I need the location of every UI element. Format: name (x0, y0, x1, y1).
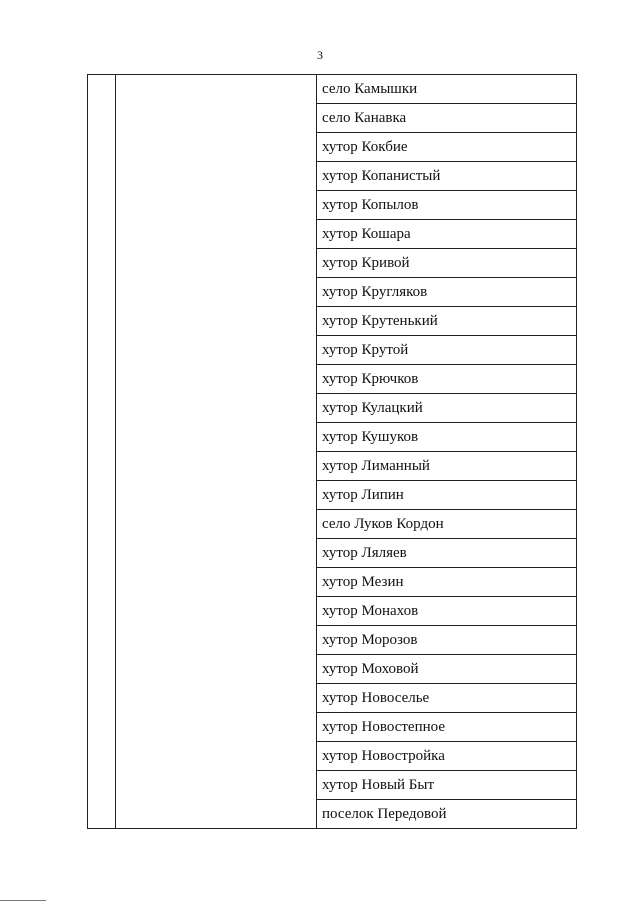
table-row: село Камышки (317, 75, 576, 104)
table-row: хутор Новостройка (317, 742, 576, 771)
settlements-table (87, 74, 577, 829)
page-number: 3 (317, 48, 323, 62)
table-row: хутор Ляляев (317, 539, 576, 568)
table-row: хутор Крутенький (317, 307, 576, 336)
footer-rule (0, 900, 46, 901)
table-row: хутор Крючков (317, 365, 576, 394)
settlement-list (317, 75, 576, 828)
table-row: хутор Морозов (317, 626, 576, 655)
table-row: хутор Кривой (317, 249, 576, 278)
table-row: село Луков Кордон (317, 510, 576, 539)
table-row: хутор Кругляков (317, 278, 576, 307)
table-row: хутор Крутой (317, 336, 576, 365)
district-column (116, 75, 317, 828)
table-row: хутор Новоселье (317, 684, 576, 713)
table-row: хутор Мезин (317, 568, 576, 597)
table-row: хутор Копанистый (317, 162, 576, 191)
table-row: хутор Новостепное (317, 713, 576, 742)
table-row: хутор Липин (317, 481, 576, 510)
table-row: хутор Копылов (317, 191, 576, 220)
table-row: хутор Моховой (317, 655, 576, 684)
table-row: хутор Лиманный (317, 452, 576, 481)
table-row: поселок Передовой (322, 806, 447, 822)
table-row: хутор Монахов (317, 597, 576, 626)
table-row: хутор Новый Быт (317, 771, 576, 800)
table-row: хутор Кулацкий (317, 394, 576, 423)
table-row: хутор Кокбие (317, 133, 576, 162)
table-row: хутор Кошара (317, 220, 576, 249)
table-row: хутор Кушуков (317, 423, 576, 452)
table-row: село Канавка (317, 104, 576, 133)
index-column (88, 75, 116, 828)
